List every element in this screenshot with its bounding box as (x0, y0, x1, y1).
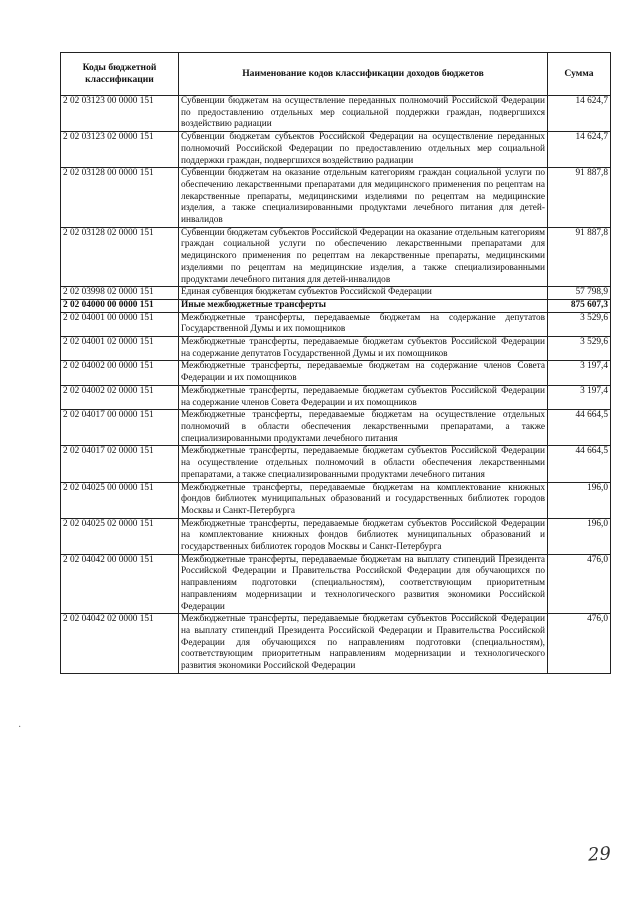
row-sum: 196,0 (548, 518, 611, 554)
row-code: 2 02 04042 02 0000 151 (61, 614, 179, 674)
row-sum: 3 197,4 (548, 361, 611, 385)
row-code: 2 02 04002 00 0000 151 (61, 361, 179, 385)
row-code: 2 02 04000 00 0000 151 (61, 299, 179, 312)
row-sum: 44 664,5 (548, 410, 611, 446)
table-row (61, 385, 611, 409)
row-code: 2 02 04001 00 0000 151 (61, 312, 179, 336)
table-row (61, 299, 611, 312)
row-code: 2 02 03998 02 0000 151 (61, 287, 179, 300)
table-row (61, 518, 611, 554)
row-code: 2 02 04002 02 0000 151 (61, 385, 179, 409)
row-code: 2 02 04017 02 0000 151 (61, 446, 179, 482)
row-code: 2 02 03123 02 0000 151 (61, 132, 179, 168)
table-row (61, 410, 611, 446)
row-name: Межбюджетные трансферты, передаваемые бюджетам субъектов Российской Федерации на выплату стипендий Президента Российской Федерации и Правительства Российской Федерации для обучающихся по направлениям подготовки (специальностям), соответствующим приоритетным направлениям модернизации и технологического развития экономики Российской Федерации (179, 614, 548, 674)
table-header-row (61, 53, 611, 96)
row-name: Единая субвенция бюджетам субъектов Российской Федерации (179, 287, 548, 300)
row-sum: 14 624,7 (548, 96, 611, 132)
row-name: Межбюджетные трансферты, передаваемые бюджетам на выплату стипендий Президента Российской Федерации и Правительства Российской Федерации для обучающихся по направлениям подготовки (специальностям), соответствующим приоритетным направлениям модернизации и технологического развития экономики Российской Федерации (179, 554, 548, 614)
row-name: Межбюджетные трансферты, передаваемые бюджетам субъектов Российской Федерации на комплектование книжных фондов библиотек муниципальных образований и государственных библиотек городов Москвы и Санкт-Петербурга (179, 518, 548, 554)
table-row (61, 361, 611, 385)
header-name: Наименование кодов классификации доходов бюджетов (179, 53, 548, 96)
row-name: Субвенции бюджетам на осуществление переданных полномочий Российской Федерации по предоставлению отдельных мер социальной поддержки граждан, подвергшихся воздействию радиации (179, 96, 548, 132)
table-row (61, 446, 611, 482)
table-body (61, 96, 611, 674)
row-name: Субвенции бюджетам на оказание отдельным категориям граждан социальной услуги по обеспечению лекарственными препаратами для медицинского применения по рецептам на лекарственные препараты, медицинскими изделиями по рецептам на медицинские изделия, а также специализированными продуктами лечебного питания для детей-инвалидов (179, 168, 548, 228)
row-code: 2 02 04025 02 0000 151 (61, 518, 179, 554)
row-sum: 196,0 (548, 482, 611, 518)
table-row (61, 337, 611, 361)
row-sum: 875 607,3 (548, 299, 611, 312)
row-name: Межбюджетные трансферты, передаваемые бюджетам субъектов Российской Федерации на содержание членов Совета Федерации и их помощников (179, 385, 548, 409)
row-sum: 3 529,6 (548, 312, 611, 336)
table-row (61, 614, 611, 674)
row-sum: 3 197,4 (548, 385, 611, 409)
page-number: 29 (587, 843, 612, 866)
header-sum: Сумма (548, 53, 611, 96)
table-row (61, 227, 611, 287)
row-code: 2 02 04001 02 0000 151 (61, 337, 179, 361)
row-sum: 44 664,5 (548, 446, 611, 482)
row-name: Межбюджетные трансферты, передаваемые бюджетам субъектов Российской Федерации на содержание депутатов Государственной Думы и их помощников (179, 337, 548, 361)
row-code: 2 02 04017 00 0000 151 (61, 410, 179, 446)
row-sum: 476,0 (548, 614, 611, 674)
margin-mark: · (18, 722, 22, 733)
table-row (61, 482, 611, 518)
row-sum: 476,0 (548, 554, 611, 614)
table-row (61, 287, 611, 300)
row-name: Субвенции бюджетам субъектов Российской Федерации на оказание отдельным категориям граждан социальной услуги по обеспечению лекарственными препаратами для медицинского применения по рецептам на лекарственные препараты, медицинскими изделиями по рецептам на медицинские изделия, а также специализированными продуктами лечебного питания для детей-инвалидов (179, 227, 548, 287)
row-sum: 57 798,9 (548, 287, 611, 300)
row-name: Межбюджетные трансферты, передаваемые бюджетам на содержание членов Совета Федерации и их помощников (179, 361, 548, 385)
header-code: Коды бюджетной классификации (61, 53, 179, 96)
table-row (61, 312, 611, 336)
row-sum: 91 887,8 (548, 168, 611, 228)
row-sum: 91 887,8 (548, 227, 611, 287)
table-row (61, 96, 611, 132)
row-sum: 3 529,6 (548, 337, 611, 361)
row-code: 2 02 03128 02 0000 151 (61, 227, 179, 287)
table-row (61, 554, 611, 614)
row-name: Межбюджетные трансферты, передаваемые бюджетам субъектов Российской Федерации на осуществление отдельных полномочий в области обеспечения лекарственными препаратами, а также специализированными продуктами лечебного питания (179, 446, 548, 482)
row-name: Иные межбюджетные трансферты (179, 299, 548, 312)
row-name: Межбюджетные трансферты, передаваемые бюджетам на содержание депутатов Государственной Думы и их помощников (179, 312, 548, 336)
row-code: 2 02 04025 00 0000 151 (61, 482, 179, 518)
row-name: Межбюджетные трансферты, передаваемые бюджетам на комплектование книжных фондов библиотек муниципальных образований и государственных библиотек городов Москвы и Санкт-Петербурга (179, 482, 548, 518)
row-name: Межбюджетные трансферты, передаваемые бюджетам на осуществление отдельных полномочий в области обеспечения лекарственными препаратами, а также специализированными продуктами лечебного питания (179, 410, 548, 446)
row-sum: 14 624,7 (548, 132, 611, 168)
row-code: 2 02 04042 00 0000 151 (61, 554, 179, 614)
row-code: 2 02 03123 00 0000 151 (61, 96, 179, 132)
row-name: Субвенции бюджетам субъектов Российской Федерации на осуществление переданных полномочий Российской Федерации по предоставлению отдельных мер социальной поддержки граждан, подвергшихся воздействию радиации (179, 132, 548, 168)
budget-classification-table (60, 52, 611, 674)
table-row (61, 168, 611, 228)
table-row (61, 132, 611, 168)
row-code: 2 02 03128 00 0000 151 (61, 168, 179, 228)
